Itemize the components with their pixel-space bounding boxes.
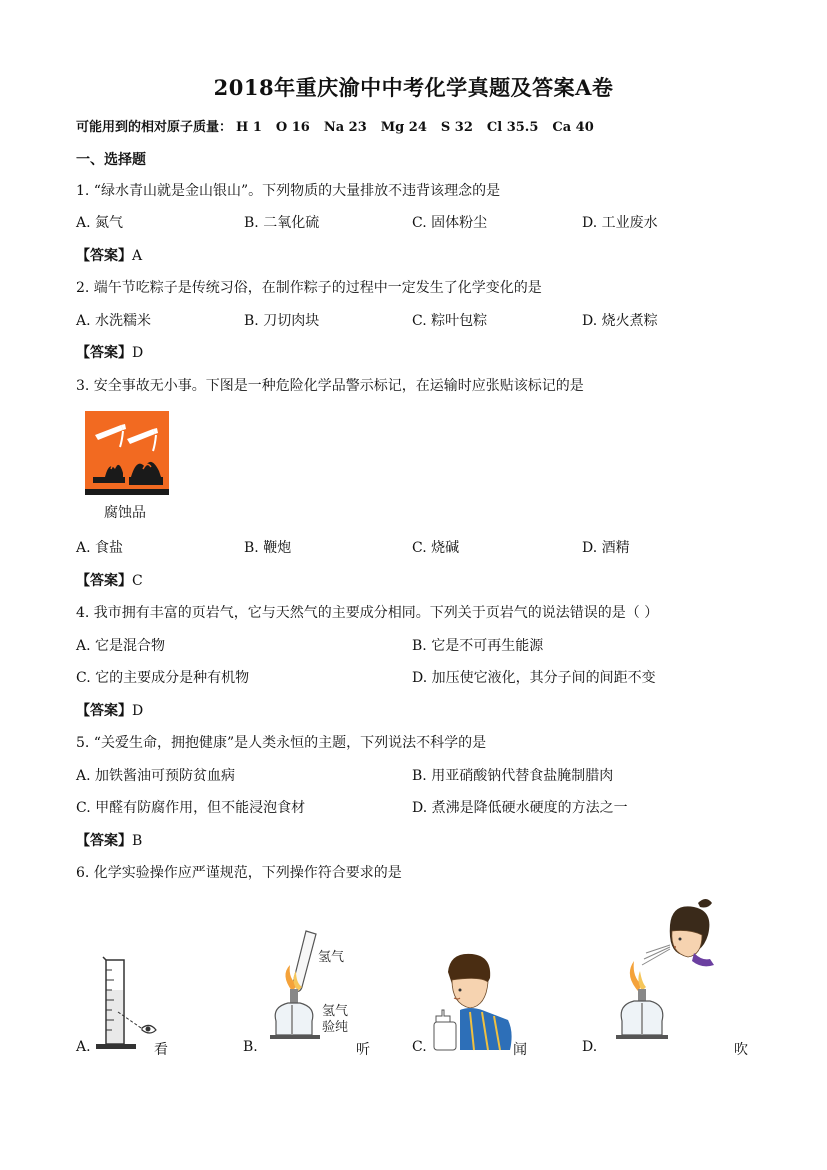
corrosive-hazard-sign-icon (85, 411, 169, 495)
q5-option-d: D. 煮沸是降低硬水硬度的方法之一 (412, 800, 628, 816)
q3-option-d: D. 酒精 (582, 540, 630, 556)
q5-option-b: B. 用亚硝酸钠代替食盐腌制腊肉 (412, 768, 614, 784)
question-2-stem: 2. 端午节吃粽子是传统习俗，在制作粽子的过程中一定发生了化学变化的是 (76, 280, 542, 296)
answer-value: D (132, 345, 144, 361)
answer-tag: 【答案】 (76, 833, 132, 849)
q1-option-c: C. 固体粉尘 (412, 215, 488, 231)
q2-option-a: A. 水洗糯米 (76, 313, 152, 329)
answer-tag: 【答案】 (76, 345, 132, 361)
q2-answer (76, 342, 143, 362)
q3-option-a: A. 食盐 (76, 540, 124, 556)
q1-answer (76, 245, 142, 265)
q6-caption-b: 听 (356, 1042, 370, 1058)
answer-tag: 【答案】 (76, 248, 132, 264)
q4-option-a: A. 它是混合物 (76, 638, 166, 654)
mass-h: H 1 (236, 120, 262, 135)
mass-s: S 32 (440, 120, 473, 135)
answer-value: A (132, 248, 143, 264)
q6-caption-c: 闻 (513, 1042, 527, 1058)
q5-answer (76, 830, 142, 850)
atomic-mass-label: 可能用到的相对原子质量： (76, 120, 233, 135)
question-4-stem: 4. 我市拥有丰富的页岩气，它与天然气的主要成分相同。下列关于页岩气的说法错误的是（ ） (76, 605, 659, 621)
atomic-mass-line (76, 116, 608, 135)
mass-na: Na 23 (323, 120, 367, 135)
mass-o: O 16 (275, 120, 310, 135)
alcohol-lamp-test-tube-icon (262, 925, 362, 1055)
answer-tag: 【答案】 (76, 703, 132, 719)
q3-answer (76, 570, 143, 590)
answer-value: C (132, 573, 143, 589)
q1-option-d: D. 工业废水 (582, 215, 658, 231)
q1-option-b: B. 二氧化硫 (244, 215, 320, 231)
q3-option-c: C. 烧碱 (412, 540, 460, 556)
answer-value: D (132, 703, 144, 719)
mass-cl: Cl 35.5 (486, 120, 539, 135)
question-3-stem: 3. 安全事故无小事。下图是一种危险化学品警示标记，在运输时应张贴该标记的是 (76, 378, 584, 394)
q6-b-label-3: 验纯 (322, 1020, 349, 1035)
q6-option-b: B. (243, 1039, 258, 1055)
q3-option-b: B. 鞭炮 (244, 540, 292, 556)
answer-tag: 【答案】 (76, 573, 132, 589)
q6-caption-a: 看 (154, 1042, 168, 1058)
q5-option-c: C. 甲醛有防腐作用，但不能浸泡食材 (76, 800, 306, 816)
q4-option-b: B. 它是不可再生能源 (412, 638, 544, 654)
q6-b-label-1: 氢气 (318, 950, 345, 965)
q2-option-b: B. 刀切肉块 (244, 313, 320, 329)
q5-option-a: A. 加铁酱油可预防贫血病 (76, 768, 236, 784)
q4-answer (76, 700, 143, 720)
q6-option-a: A. (76, 1039, 91, 1055)
question-1-stem: 1. “绿水青山就是金山银山”。下列物质的大量排放不违背该理念的是 (76, 183, 501, 199)
corrosive-label: 腐蚀品 (104, 505, 146, 521)
question-6-stem: 6. 化学实验操作应严谨规范，下列操作符合要求的是 (76, 865, 402, 881)
student-smelling-bottle-icon (430, 952, 520, 1052)
q6-option-d: D. (582, 1039, 598, 1055)
q6-b-label-2: 氢气 (322, 1004, 349, 1019)
mass-mg: Mg 24 (380, 120, 427, 135)
q2-option-c: C. 粽叶包粽 (412, 313, 488, 329)
q2-option-d: D. 烧火煮粽 (582, 313, 658, 329)
page-title: 2018年重庆渝中中考化学真题及答案A卷 (213, 75, 614, 100)
q6-option-c: C. (412, 1039, 427, 1055)
section-heading: 一、选择题 (76, 152, 146, 168)
mass-ca: Ca 40 (552, 120, 594, 135)
q4-option-d: D. 加压使它液化，其分子间的间距不变 (412, 670, 656, 686)
q1-option-a: A. 氮气 (76, 215, 124, 231)
q4-option-c: C. 它的主要成分是种有机物 (76, 670, 250, 686)
question-5-stem: 5. “关爱生命，拥抱健康”是人类永恒的主题，下列说法不科学的是 (76, 735, 487, 751)
answer-value: B (132, 833, 143, 849)
q6-caption-d: 吹 (734, 1042, 748, 1058)
girl-blowing-lamp-icon (610, 895, 725, 1055)
